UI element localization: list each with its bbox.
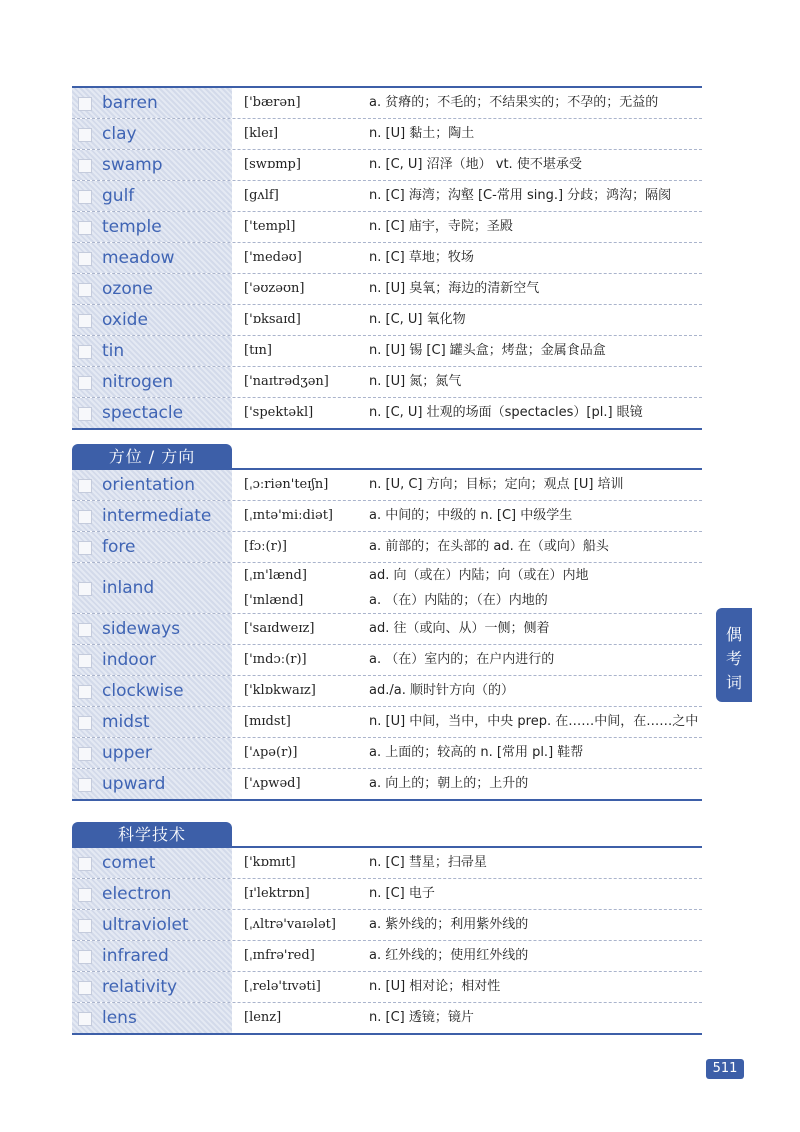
vocab-row xyxy=(72,941,702,972)
phonetic: ['əʊzəʊn] xyxy=(244,281,305,296)
vocab-word: indoor xyxy=(102,650,157,670)
phonetic-cell xyxy=(244,941,364,971)
phonetic: [swɒmp] xyxy=(244,157,301,172)
checkbox-icon[interactable] xyxy=(78,582,92,596)
vocab-word: upper xyxy=(102,743,152,763)
word-cell xyxy=(72,470,232,500)
vocab-word: clockwise xyxy=(102,681,184,701)
checkbox-icon[interactable] xyxy=(78,345,92,359)
meaning-cell xyxy=(369,470,702,500)
phonetic-cell xyxy=(244,398,364,428)
meaning: n. [C] 草地；牧场 xyxy=(369,250,474,265)
checkbox-icon[interactable] xyxy=(78,1012,92,1026)
meaning-cell xyxy=(369,212,702,242)
checkbox-icon[interactable] xyxy=(78,950,92,964)
vocab-row xyxy=(72,676,702,707)
phonetic: [ˌɔːriən'teɪʃn] xyxy=(244,477,329,492)
vocab-word: sideways xyxy=(102,619,181,639)
phonetic-cell xyxy=(244,212,364,242)
phonetic-cell xyxy=(244,645,364,675)
checkbox-icon[interactable] xyxy=(78,252,92,266)
meaning: n. [U] 相对论；相对性 xyxy=(369,979,501,994)
vocab-row xyxy=(72,879,702,910)
phonetic: ['klɒkwaɪz] xyxy=(244,683,316,698)
phonetic: ['ɒksaɪd] xyxy=(244,312,301,327)
word-cell xyxy=(72,707,232,737)
phonetic: ['ʌpə(r)] xyxy=(244,745,298,760)
meaning: n. [U] 中间，当中，中央 prep. 在……中间，在……之中 xyxy=(369,714,699,729)
meaning-cell xyxy=(369,563,702,613)
meaning-cell xyxy=(369,119,702,149)
phonetic: [ˌʌltrə'vaɪələt] xyxy=(244,917,336,932)
meaning: n. [C, U] 沼泽（地） vt. 使不堪承受 xyxy=(369,157,582,172)
phonetic-cell xyxy=(244,972,364,1002)
meaning: a. 红外线的；使用红外线的 xyxy=(369,948,529,963)
page-number: 511 xyxy=(706,1059,744,1079)
phonetic-cell xyxy=(244,336,364,366)
checkbox-icon[interactable] xyxy=(78,376,92,390)
phonetic-cell xyxy=(244,274,364,304)
meaning: n. [C, U] 氧化物 xyxy=(369,312,466,327)
meaning: a. 上面的；较高的 n. [常用 pl.] 鞋帮 xyxy=(369,745,584,760)
meaning: ad. 向（或在）内陆；向（或在）内地 xyxy=(369,568,589,583)
checkbox-icon[interactable] xyxy=(78,314,92,328)
meaning-cell xyxy=(369,738,702,768)
phonetic-cell xyxy=(244,707,364,737)
word-cell xyxy=(72,769,232,799)
vocab-row xyxy=(72,910,702,941)
phonetic: [lenz] xyxy=(244,1010,282,1025)
word-cell xyxy=(72,305,232,335)
phonetic: ['spektəkl] xyxy=(244,405,314,420)
section-direction xyxy=(72,442,702,801)
word-cell xyxy=(72,212,232,242)
word-cell xyxy=(72,563,232,613)
phonetic-cell xyxy=(244,470,364,500)
meaning: a. （在）室内的；在户内进行的 xyxy=(369,652,555,667)
vocab-word: comet xyxy=(102,853,156,873)
vocab-row xyxy=(72,305,702,336)
meaning: n. [C] 电子 xyxy=(369,886,435,901)
vocab-word: temple xyxy=(102,217,162,237)
vocab-row xyxy=(72,470,702,501)
vocab-row xyxy=(72,181,702,212)
vocab-row xyxy=(72,212,702,243)
meaning: n. [U] 臭氧；海边的清新空气 xyxy=(369,281,540,296)
meaning: a. 中间的；中级的 n. [C] 中级学生 xyxy=(369,508,573,523)
word-cell xyxy=(72,88,232,118)
phonetic: [ˌɪntə'miːdiət] xyxy=(244,508,334,523)
vocab-row xyxy=(72,367,702,398)
vocab-row xyxy=(72,532,702,563)
word-cell xyxy=(72,941,232,971)
phonetic: ['ɪndɔː(r)] xyxy=(244,652,307,667)
meaning: n. [U] 锡 [C] 罐头盒；烤盘；金属食品盒 xyxy=(369,343,606,358)
vocab-word: ultraviolet xyxy=(102,915,189,935)
word-cell xyxy=(72,274,232,304)
checkbox-icon[interactable] xyxy=(78,221,92,235)
checkbox-icon[interactable] xyxy=(78,541,92,555)
word-cell xyxy=(72,336,232,366)
section-title: 科学技术 xyxy=(72,822,232,848)
meaning: ad. 往（或向、从）一侧；侧着 xyxy=(369,621,550,636)
checkbox-icon[interactable] xyxy=(78,888,92,902)
word-cell xyxy=(72,676,232,706)
phonetic-cell xyxy=(244,243,364,273)
phonetic-cell xyxy=(244,614,364,644)
phonetic-cell xyxy=(244,305,364,335)
side-tab-char: 考 xyxy=(725,649,742,668)
vocab-word: inland xyxy=(102,578,155,598)
meaning-cell xyxy=(369,88,702,118)
section-title: 方位 / 方向 xyxy=(72,444,232,470)
checkbox-icon[interactable] xyxy=(78,510,92,524)
phonetic-cell xyxy=(244,879,364,909)
meaning: n. [C] 彗星；扫帚星 xyxy=(369,855,487,870)
meaning-cell xyxy=(369,645,702,675)
phonetic: ['ɪnlænd] xyxy=(244,593,304,608)
phonetic-cell xyxy=(244,910,364,940)
phonetic-cell xyxy=(244,119,364,149)
vocab-row xyxy=(72,88,702,119)
checkbox-icon[interactable] xyxy=(78,654,92,668)
meaning: n. [U] 黏土；陶土 xyxy=(369,126,475,141)
phonetic: [ˌɪn'lænd] xyxy=(244,568,307,583)
checkbox-icon[interactable] xyxy=(78,919,92,933)
vocab-word: clay xyxy=(102,124,137,144)
meaning: a. 贫瘠的；不毛的；不结果实的；不孕的；无益的 xyxy=(369,95,659,110)
word-cell xyxy=(72,972,232,1002)
phonetic: [ˌrelə'tɪvəti] xyxy=(244,979,321,994)
vocab-row xyxy=(72,707,702,738)
vocab-word: barren xyxy=(102,93,158,113)
word-cell xyxy=(72,501,232,531)
phonetic-cell xyxy=(244,367,364,397)
phonetic: ['medəʊ] xyxy=(244,250,302,265)
checkbox-icon[interactable] xyxy=(78,407,92,421)
checkbox-icon[interactable] xyxy=(78,283,92,297)
vocab-row xyxy=(72,614,702,645)
meaning: n. [C, U] 壮观的场面（spectacles）[pl.] 眼镜 xyxy=(369,405,643,420)
phonetic: [ˌɪnfrə'red] xyxy=(244,948,315,963)
meaning: n. [C] 透镜；镜片 xyxy=(369,1010,474,1025)
word-cell xyxy=(72,645,232,675)
meaning-cell xyxy=(369,305,702,335)
side-tab-char: 偶 xyxy=(725,625,742,644)
phonetic: ['templ] xyxy=(244,219,296,234)
meaning: a. 向上的；朝上的；上升的 xyxy=(369,776,529,791)
meaning: a. 前部的；在头部的 ad. 在（或向）船头 xyxy=(369,539,609,554)
phonetic: ['saɪdweɪz] xyxy=(244,621,315,636)
meaning-cell xyxy=(369,676,702,706)
word-cell xyxy=(72,1003,232,1033)
meaning-cell xyxy=(369,848,702,878)
word-cell xyxy=(72,150,232,180)
checkbox-icon[interactable] xyxy=(78,159,92,173)
vocab-word: swamp xyxy=(102,155,163,175)
phonetic: [kleɪ] xyxy=(244,126,279,141)
vocab-row xyxy=(72,972,702,1003)
vocab-word: meadow xyxy=(102,248,175,268)
phonetic: [mɪdst] xyxy=(244,714,291,729)
phonetic-cell xyxy=(244,181,364,211)
vocab-row xyxy=(72,1003,702,1035)
meaning: n. [C] 海湾；沟壑 [C-常用 sing.] 分歧；鸿沟；隔阂 xyxy=(369,188,672,203)
phonetic-cell xyxy=(244,563,364,613)
phonetic: [tɪn] xyxy=(244,343,272,358)
meaning-cell xyxy=(369,879,702,909)
checkbox-icon[interactable] xyxy=(78,623,92,637)
phonetic-cell xyxy=(244,88,364,118)
meaning-cell xyxy=(369,614,702,644)
vocab-row xyxy=(72,645,702,676)
section-header xyxy=(72,442,702,470)
vocab-word: relativity xyxy=(102,977,178,997)
vocab-row xyxy=(72,243,702,274)
meaning-cell xyxy=(369,243,702,273)
meaning-cell xyxy=(369,941,702,971)
phonetic-cell xyxy=(244,676,364,706)
phonetic: ['kɒmɪt] xyxy=(244,855,296,870)
vocab-row xyxy=(72,738,702,769)
vocab-word: gulf xyxy=(102,186,135,206)
checkbox-icon[interactable] xyxy=(78,97,92,111)
meaning: n. [U, C] 方向；目标；定向；观点 [U] 培训 xyxy=(369,477,624,492)
section-header xyxy=(72,820,702,848)
word-cell xyxy=(72,848,232,878)
phonetic: ['ʌpwəd] xyxy=(244,776,301,791)
meaning-cell xyxy=(369,769,702,799)
checkbox-icon[interactable] xyxy=(78,685,92,699)
phonetic-cell xyxy=(244,848,364,878)
vocab-word: oxide xyxy=(102,310,148,330)
phonetic: ['bærən] xyxy=(244,95,301,110)
word-cell xyxy=(72,738,232,768)
checkbox-icon[interactable] xyxy=(78,128,92,142)
vocab-row xyxy=(72,336,702,367)
phonetic: [fɔː(r)] xyxy=(244,539,287,554)
meaning: ad./a. 顺时针方向（的） xyxy=(369,683,514,698)
phonetic: [ɪ'lektrɒn] xyxy=(244,886,310,901)
vocab-word: intermediate xyxy=(102,506,212,526)
meaning-cell xyxy=(369,972,702,1002)
section-science xyxy=(72,820,702,1035)
vocab-word: nitrogen xyxy=(102,372,174,392)
meaning-cell xyxy=(369,367,702,397)
vocab-word: upward xyxy=(102,774,166,794)
word-cell xyxy=(72,910,232,940)
meaning-cell xyxy=(369,336,702,366)
checkbox-icon[interactable] xyxy=(78,479,92,493)
checkbox-icon[interactable] xyxy=(78,190,92,204)
checkbox-icon[interactable] xyxy=(78,778,92,792)
phonetic: ['naɪtrədʒən] xyxy=(244,374,329,389)
word-cell xyxy=(72,243,232,273)
vocab-word: lens xyxy=(102,1008,137,1028)
meaning-cell xyxy=(369,274,702,304)
phonetic-cell xyxy=(244,769,364,799)
meaning-cell xyxy=(369,707,702,737)
phonetic-cell xyxy=(244,532,364,562)
word-cell xyxy=(72,614,232,644)
vocab-word: orientation xyxy=(102,475,195,495)
vocab-row xyxy=(72,274,702,305)
meaning-cell xyxy=(369,398,702,428)
vocab-word: ozone xyxy=(102,279,153,299)
meaning-cell xyxy=(369,150,702,180)
vocab-word: tin xyxy=(102,341,125,361)
vocab-word: spectacle xyxy=(102,403,184,423)
vocab-row xyxy=(72,769,702,801)
side-tab-char: 词 xyxy=(725,673,742,692)
word-cell xyxy=(72,398,232,428)
phonetic-cell xyxy=(244,1003,364,1033)
vocab-word: infrared xyxy=(102,946,169,966)
meaning-cell xyxy=(369,181,702,211)
section-geography xyxy=(72,86,702,430)
meaning-cell xyxy=(369,910,702,940)
vocab-word: midst xyxy=(102,712,150,732)
checkbox-icon[interactable] xyxy=(78,716,92,730)
meaning: n. [U] 氮；氮气 xyxy=(369,374,462,389)
checkbox-icon[interactable] xyxy=(78,981,92,995)
meaning: a. 紫外线的；利用紫外线的 xyxy=(369,917,529,932)
checkbox-icon[interactable] xyxy=(78,747,92,761)
side-tab-frequent-words xyxy=(716,608,752,702)
word-cell xyxy=(72,879,232,909)
meaning-cell xyxy=(369,532,702,562)
phonetic-cell xyxy=(244,501,364,531)
meaning-cell xyxy=(369,501,702,531)
meaning-cell xyxy=(369,1003,702,1033)
meaning: a. （在）内陆的；（在）内地的 xyxy=(369,593,548,608)
word-cell xyxy=(72,532,232,562)
meaning: n. [C] 庙宇，寺院；圣殿 xyxy=(369,219,513,234)
phonetic: [gʌlf] xyxy=(244,188,279,203)
vocab-row xyxy=(72,501,702,532)
phonetic-cell xyxy=(244,738,364,768)
vocab-row xyxy=(72,119,702,150)
vocab-row xyxy=(72,398,702,430)
word-cell xyxy=(72,181,232,211)
vocab-word: fore xyxy=(102,537,136,557)
word-cell xyxy=(72,367,232,397)
phonetic-cell xyxy=(244,150,364,180)
vocab-word: electron xyxy=(102,884,172,904)
word-cell xyxy=(72,119,232,149)
vocab-row xyxy=(72,150,702,181)
checkbox-icon[interactable] xyxy=(78,857,92,871)
vocab-row xyxy=(72,563,702,614)
vocab-row xyxy=(72,848,702,879)
